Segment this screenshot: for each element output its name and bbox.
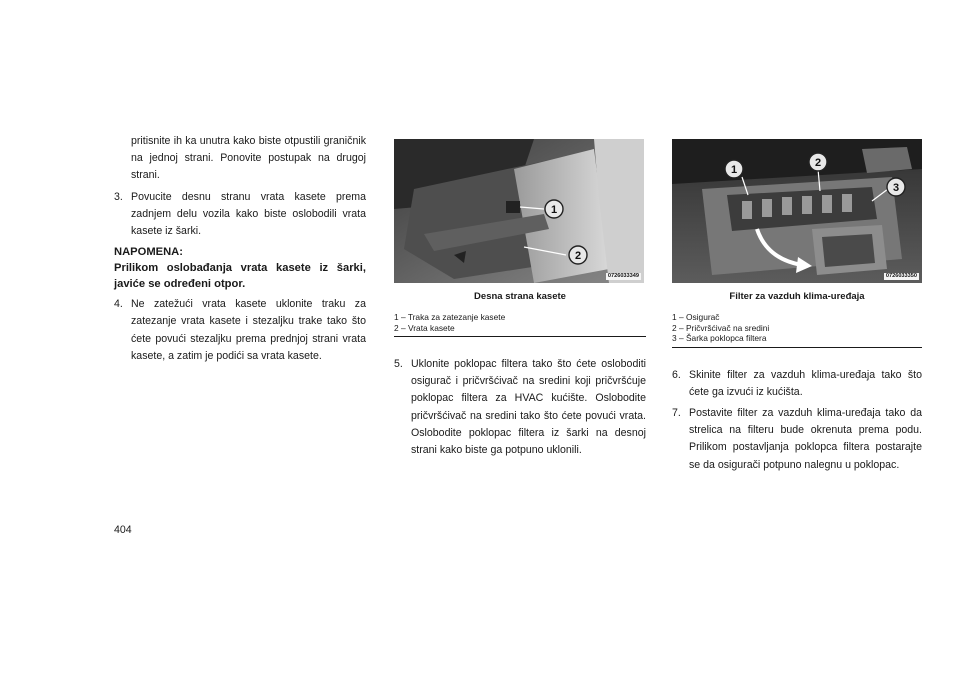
figure-caption: Desna strana kasete (474, 291, 566, 302)
note-text: Prilikom oslobađanja vrata kasete iz šarki, javiće se određeni otpor. (114, 262, 366, 291)
legend-item-3: 3 – Šarka poklopca filtera (672, 333, 767, 343)
figure-legend (394, 312, 646, 333)
legend-item-1: 1 – Osigurač (672, 312, 720, 322)
page-number: 404 (114, 524, 132, 536)
step-6-number: 6. (672, 368, 681, 381)
callout-1 (725, 160, 743, 178)
step-2-continuation: pritisnite ih ka unutra kako biste otpustili graničnik na jednoj strani. Ponovite postupak na drugoj strani. (131, 135, 366, 182)
step-7-number: 7. (672, 406, 681, 419)
text-column-left (114, 133, 366, 365)
step-6 (672, 367, 922, 401)
step-4 (114, 296, 366, 365)
note-title: NAPOMENA: (114, 246, 183, 259)
legend-item-2: 2 – Pričvršćivač na sredini (672, 322, 770, 333)
step-5-number: 5. (394, 358, 403, 370)
svg-text:1: 1 (730, 164, 738, 176)
svg-text:2: 2 (574, 250, 582, 262)
figure-legend (672, 312, 922, 344)
text-column-middle (394, 139, 646, 459)
callout-3 (887, 178, 905, 196)
step-3 (114, 189, 366, 241)
legend-item-1: 1 – Traka za zatezanje kasete (394, 312, 506, 322)
step-4-number: 4. (114, 298, 123, 311)
glovebox-photo-illustration (394, 139, 644, 283)
legend-item-2: 2 – Vrata kasete (394, 322, 455, 333)
figure-code: 0726033350 (885, 273, 917, 279)
step-3-number: 3. (114, 190, 123, 203)
legend-divider (394, 336, 646, 337)
air-filter-photo-illustration (672, 139, 922, 283)
figure-caption: Filter za vazduh klima-uređaja (729, 291, 865, 302)
callout-2 (809, 153, 827, 171)
step-4-text: Ne zatežući vrata kasete uklonite traku za zatezanje vrata kasete i stezaljku trake tako što ćete povući stezaljku prema prednjoj strani vrata kasete, a zatim je podići sa vrata kasete. (131, 298, 366, 362)
step-7 (672, 405, 922, 474)
svg-text:2: 2 (814, 157, 822, 169)
text-column-right (672, 139, 922, 474)
figure-cabin-air-filter (672, 139, 922, 283)
step-7-text: Postavite filter za vazduh klima-uređaja tako da strelica na filteru bude okrenuta prema podu. Prilikom postavljanja poklopca filtera postarajte se da osigurači potpuno nalegnu u poklopac. (689, 406, 922, 471)
step-5 (394, 356, 646, 459)
figure-code: 0726033349 (607, 273, 639, 279)
svg-text:1: 1 (550, 204, 558, 216)
callout-1 (545, 200, 563, 218)
figure-glovebox-right-side (394, 139, 644, 283)
svg-text:3: 3 (892, 182, 900, 194)
step-5-text: Uklonite poklopac filtera tako što ćete osloboditi osigurač i pričvršćivač na sredini koji pričvršćuje poklopac filtera za HVAC kućište. Oslobodite pričvršćivač na sredini tako što ćete povući vrata. Oslobodite poklopac filtera iz šarki na desnoj strani kako biste ga potpuno uklonili. (411, 358, 646, 457)
step-6-text: Skinite filter za vazduh klima-uređaja tako što ćete ga izvući iz kućišta. (689, 368, 922, 398)
legend-divider (672, 347, 922, 348)
step-3-text: Povucite desnu stranu vrata kasete prema zadnjem delu vozila kako biste oslobodili vrata kasete iz šarki. (131, 190, 366, 238)
callout-2 (569, 246, 587, 264)
